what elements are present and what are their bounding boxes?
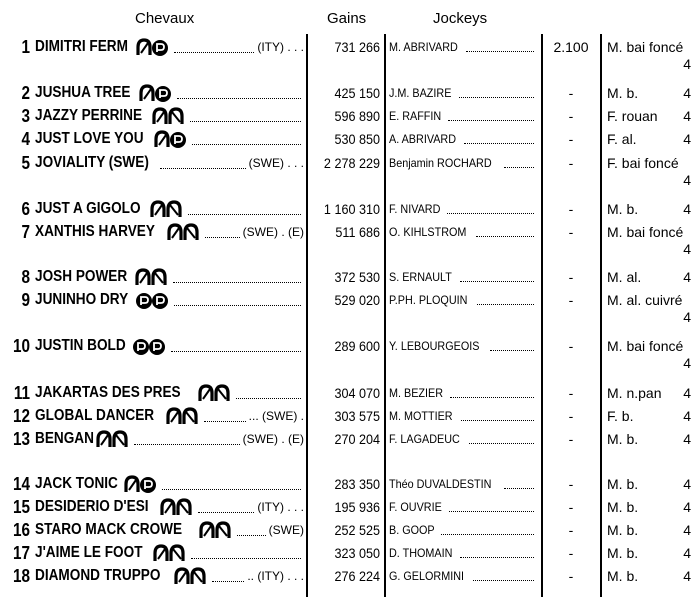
column-divider-earnings <box>306 34 308 597</box>
jockey-cell <box>389 565 537 587</box>
coat-cell <box>607 335 697 372</box>
jockey-name: D. THOMAIN <box>389 546 453 560</box>
leader-dots <box>464 143 534 144</box>
coat-label: M. b. <box>607 431 639 447</box>
earnings-value: 530 850 <box>334 131 380 147</box>
horse-age: 4 <box>683 476 691 492</box>
horse-cell <box>35 428 304 450</box>
horse-name: JUSTIN BOLD <box>35 337 126 354</box>
coat-label: M. b. <box>607 522 639 538</box>
horse-age: 4 <box>683 108 691 124</box>
leader-dots <box>134 444 240 445</box>
coat-cell <box>607 473 697 493</box>
runner-number: 18 <box>12 566 30 586</box>
shoe-da-icon <box>133 268 169 288</box>
runner-number: 1 <box>21 37 30 57</box>
coat-cell <box>607 105 697 125</box>
jockey-cell <box>389 405 537 427</box>
horse-name: JOSH POWER <box>35 268 128 285</box>
horse-cell <box>35 128 304 150</box>
leader-dots <box>448 120 534 121</box>
runner-number: 15 <box>12 497 30 517</box>
horse-name: XANTHIS HARVEY <box>35 223 155 240</box>
coat-label: M. al. <box>607 269 642 285</box>
earnings-value: 2 278 229 <box>323 155 380 171</box>
horse-age: 4 <box>683 85 691 101</box>
runner-number: 16 <box>12 520 30 540</box>
runner-number: 8 <box>21 267 30 287</box>
leader-dots <box>504 167 534 168</box>
runner-number: 2 <box>21 83 30 103</box>
coat-label: F. al. <box>607 131 637 147</box>
coat-cell <box>607 198 697 218</box>
odds-value: - <box>568 408 574 424</box>
horse-origin: (ITY) . . . <box>257 500 304 514</box>
jockey-cell <box>389 542 537 564</box>
odds-value: - <box>568 224 574 240</box>
coat-cell <box>607 405 697 425</box>
leader-dots <box>460 557 534 558</box>
jockey-name: M. BEZIER <box>389 386 444 400</box>
runner-number: 14 <box>12 474 30 494</box>
coat-cell <box>607 496 697 516</box>
horse-cell <box>35 82 304 104</box>
coat-cell <box>607 152 697 189</box>
jockey-name: A. ABRIVARD <box>389 132 457 146</box>
leader-dots <box>236 398 301 399</box>
odds-value: - <box>568 338 574 354</box>
leader-dots <box>192 144 301 145</box>
leader-dots <box>174 52 255 53</box>
leader-dots <box>191 558 301 559</box>
horse-age: 4 <box>683 499 691 515</box>
odds-value: - <box>568 269 574 285</box>
leader-dots <box>504 488 534 489</box>
runner-number: 10 <box>12 336 30 356</box>
earnings-value: 511 686 <box>335 224 380 240</box>
leader-dots <box>477 304 534 305</box>
leader-dots <box>490 350 534 351</box>
coat-label: M. b. <box>607 201 639 217</box>
jockey-name: F. LAGADEUC <box>389 432 460 446</box>
leader-dots <box>173 282 301 283</box>
horse-cell <box>35 36 304 58</box>
odds-value: - <box>568 131 574 147</box>
horse-cell <box>35 152 304 174</box>
horse-name: JUSHUA TREE <box>35 84 131 101</box>
horse-cell <box>35 382 304 404</box>
jockey-cell <box>389 289 537 311</box>
horse-cell <box>35 405 304 427</box>
horse-cell <box>35 266 304 288</box>
coat-label: M. b. <box>607 568 639 584</box>
coat-label: M. b. <box>607 85 639 101</box>
coat-cell <box>607 82 697 102</box>
horse-age: 4 <box>683 545 691 561</box>
jockey-cell <box>389 496 537 518</box>
leader-dots <box>204 421 245 422</box>
earnings-value: 323 050 <box>334 545 380 561</box>
horse-origin: (SWE) . . . <box>248 156 304 170</box>
leader-dots <box>450 397 534 398</box>
shoe-dp-icon <box>134 38 170 58</box>
jockey-cell <box>389 128 537 150</box>
coat-label: M. bai foncé <box>607 338 684 354</box>
horse-name: JUST A GIGOLO <box>35 200 141 217</box>
coat-label: M. b. <box>607 476 639 492</box>
horse-origin: (SWE) . (E) <box>242 225 304 239</box>
horse-name: JAZZY PERRINE <box>35 107 143 124</box>
jockey-name: F. OUVRIE <box>389 500 442 514</box>
odds-value: - <box>568 85 574 101</box>
jockey-name: G. GELORMINI <box>389 569 465 583</box>
jockey-name: M. MOTTIER <box>389 409 453 423</box>
jockey-name: Benjamin ROCHARD <box>389 156 492 170</box>
odds-value: - <box>568 522 574 538</box>
earnings-value: 270 204 <box>334 431 380 447</box>
jockey-name: Y. LEBOURGEOIS <box>389 339 480 353</box>
shoe-pp-icon <box>134 291 170 311</box>
horse-name: STARO MACK CROWE <box>35 521 183 538</box>
odds-value: - <box>568 385 574 401</box>
jockey-cell <box>389 36 537 58</box>
jockey-name: S. ERNAULT <box>389 270 452 284</box>
coat-label: M. al. cuivré <box>607 292 683 308</box>
earnings-value: 1 160 310 <box>323 201 380 217</box>
coat-label: M. bai foncé <box>607 39 684 55</box>
odds-value: - <box>568 292 574 308</box>
horse-name: DIMITRI FERM <box>35 38 128 55</box>
odds-value: 2.100 <box>553 39 589 55</box>
odds-value: - <box>568 545 574 561</box>
horse-name: JOVIALITY (SWE) <box>35 154 149 171</box>
coat-label: F. bai foncé <box>607 155 679 171</box>
runner-number: 6 <box>21 199 30 219</box>
odds-value: - <box>568 568 574 584</box>
horse-origin: .. (ITY) . . . <box>247 569 304 583</box>
odds-value: - <box>568 499 574 515</box>
jockey-cell <box>389 519 537 541</box>
coat-label: F. rouan <box>607 108 658 124</box>
jockey-cell <box>389 335 537 357</box>
shoe-dp-icon <box>122 475 158 495</box>
horse-age: 4 <box>683 201 691 217</box>
earnings-value: 252 525 <box>334 522 380 538</box>
jockey-cell <box>389 152 537 174</box>
leader-dots <box>160 168 245 169</box>
coat-cell <box>607 128 697 148</box>
runner-number: 9 <box>21 290 30 310</box>
horse-age: 4 <box>683 269 691 285</box>
leader-dots <box>459 97 534 98</box>
horse-origin: (ITY) . . . <box>257 40 304 54</box>
leader-dots <box>237 535 265 536</box>
jockey-cell <box>389 221 537 243</box>
column-divider-jockeys <box>384 34 386 597</box>
table-header <box>0 0 700 34</box>
jockey-name: F. NIVARD <box>389 202 441 216</box>
horse-name: JACK TONIC <box>35 475 118 492</box>
runner-number: 3 <box>21 106 30 126</box>
leader-dots <box>174 305 301 306</box>
coat-cell <box>607 519 697 539</box>
horse-cell <box>35 198 304 220</box>
jockey-cell <box>389 473 537 495</box>
jockey-name: O. KIHLSTROM <box>389 225 467 239</box>
jockey-name: B. GOOP <box>389 523 435 537</box>
odds-value: - <box>568 201 574 217</box>
leader-dots <box>441 534 534 535</box>
earnings-value: 195 936 <box>334 499 380 515</box>
jockey-cell <box>389 266 537 288</box>
jockey-cell <box>389 105 537 127</box>
jockey-name: Théo DUVALDESTIN <box>389 477 492 491</box>
horse-age: 4 <box>683 172 691 188</box>
runner-number: 4 <box>21 129 30 149</box>
shoe-da-icon <box>158 498 194 518</box>
coat-label: M. b. <box>607 545 639 561</box>
jockey-name: M. ABRIVARD <box>389 40 458 54</box>
runner-number: 7 <box>21 222 30 242</box>
leader-dots <box>473 580 534 581</box>
coat-label: F. b. <box>607 408 634 424</box>
horse-name: JUST LOVE YOU <box>35 130 144 147</box>
horse-age: 4 <box>683 568 691 584</box>
jockey-name: E. RAFFIN <box>389 109 442 123</box>
horse-origin: ... (SWE) . <box>248 409 304 423</box>
jockey-cell <box>389 382 537 404</box>
coat-cell <box>607 36 697 73</box>
header-horses: Chevaux <box>135 10 195 27</box>
earnings-value: 372 530 <box>334 269 380 285</box>
horse-age: 4 <box>683 131 691 147</box>
leader-dots <box>449 511 534 512</box>
shoe-dp-icon <box>137 84 173 104</box>
coat-cell <box>607 565 697 585</box>
earnings-value: 289 600 <box>334 338 380 354</box>
shoe-da-icon <box>148 200 184 220</box>
shoe-da-icon <box>164 407 200 427</box>
horse-age: 4 <box>683 431 691 447</box>
header-earnings: Gains <box>327 10 367 27</box>
shoe-da-icon <box>197 521 233 541</box>
jockey-cell <box>389 198 537 220</box>
horse-cell <box>35 565 304 587</box>
horse-cell <box>35 473 304 495</box>
jockey-name: P.PH. PLOQUIN <box>389 293 468 307</box>
coat-label: M. n.pan <box>607 385 662 401</box>
horse-cell <box>35 105 304 127</box>
horse-name: JAKARTAS DES PRES <box>35 384 181 401</box>
horse-cell <box>35 496 304 518</box>
horse-age: 4 <box>683 522 691 538</box>
coat-cell <box>607 542 697 562</box>
horse-age: 4 <box>683 408 691 424</box>
horse-age: 4 <box>683 56 691 72</box>
coat-cell <box>607 289 697 326</box>
runner-number: 17 <box>12 543 30 563</box>
coat-cell <box>607 266 697 286</box>
leader-dots <box>205 237 239 238</box>
leader-dots <box>190 121 301 122</box>
horse-name: DESIDERIO D'ESI <box>35 498 149 515</box>
horse-age: 4 <box>683 355 691 371</box>
shoe-da-icon <box>165 223 201 243</box>
earnings-value: 596 890 <box>334 108 380 124</box>
shoe-da-icon <box>172 567 208 587</box>
horse-age: 4 <box>683 385 691 401</box>
jockey-name: J.M. BAZIRE <box>389 86 452 100</box>
shoe-dp-icon <box>152 130 188 150</box>
earnings-value: 304 070 <box>334 385 380 401</box>
leader-dots <box>171 351 301 352</box>
horse-name: JUNINHO DRY <box>35 291 129 308</box>
horse-name: BENGAN <box>35 430 94 447</box>
odds-value: - <box>568 108 574 124</box>
odds-value: - <box>568 431 574 447</box>
leader-dots <box>177 98 301 99</box>
horse-cell <box>35 221 304 243</box>
odds-value: - <box>568 155 574 171</box>
earnings-value: 303 575 <box>334 408 380 424</box>
horse-cell <box>35 335 304 357</box>
runner-number: 11 <box>13 383 31 403</box>
leader-dots <box>212 581 245 582</box>
leader-dots <box>447 213 534 214</box>
leader-dots <box>460 281 534 282</box>
leader-dots <box>162 489 301 490</box>
leader-dots <box>461 420 534 421</box>
leader-dots <box>198 512 254 513</box>
earnings-value: 529 020 <box>334 292 380 308</box>
header-jockeys: Jockeys <box>433 10 488 27</box>
leader-dots <box>469 443 534 444</box>
shoe-pp-icon <box>131 337 167 357</box>
leader-dots <box>476 236 534 237</box>
horse-name: DIAMOND TRUPPO <box>35 567 161 584</box>
jockey-cell <box>389 428 537 450</box>
earnings-value: 425 150 <box>334 85 380 101</box>
earnings-value: 283 350 <box>334 476 380 492</box>
horse-age: 4 <box>683 241 691 257</box>
runner-number: 12 <box>12 406 30 426</box>
coat-cell <box>607 221 697 258</box>
runner-number: 13 <box>12 429 30 449</box>
jockey-cell <box>389 82 537 104</box>
horse-cell <box>35 519 304 541</box>
horse-name: J'AIME LE FOOT <box>35 544 143 561</box>
coat-cell <box>607 428 697 448</box>
shoe-da-icon <box>150 107 186 127</box>
leader-dots <box>188 214 301 215</box>
coat-label: M. b. <box>607 499 639 515</box>
horse-name: GLOBAL DANCER <box>35 407 155 424</box>
shoe-da-icon <box>196 384 232 404</box>
earnings-value: 276 224 <box>334 568 380 584</box>
horse-cell <box>35 542 304 564</box>
leader-dots <box>466 51 534 52</box>
runner-number: 5 <box>21 153 30 173</box>
shoe-da-icon <box>151 544 187 564</box>
horse-origin: (SWE) . (E) <box>242 432 304 446</box>
horse-origin: (SWE) <box>268 523 304 537</box>
column-divider-coat <box>600 34 602 597</box>
coat-label: M. bai foncé <box>607 224 684 240</box>
coat-cell <box>607 382 697 402</box>
shoe-da-icon <box>94 430 130 450</box>
odds-value: - <box>568 476 574 492</box>
horse-age: 4 <box>683 309 691 325</box>
earnings-value: 731 266 <box>334 39 380 55</box>
horse-cell <box>35 289 304 311</box>
